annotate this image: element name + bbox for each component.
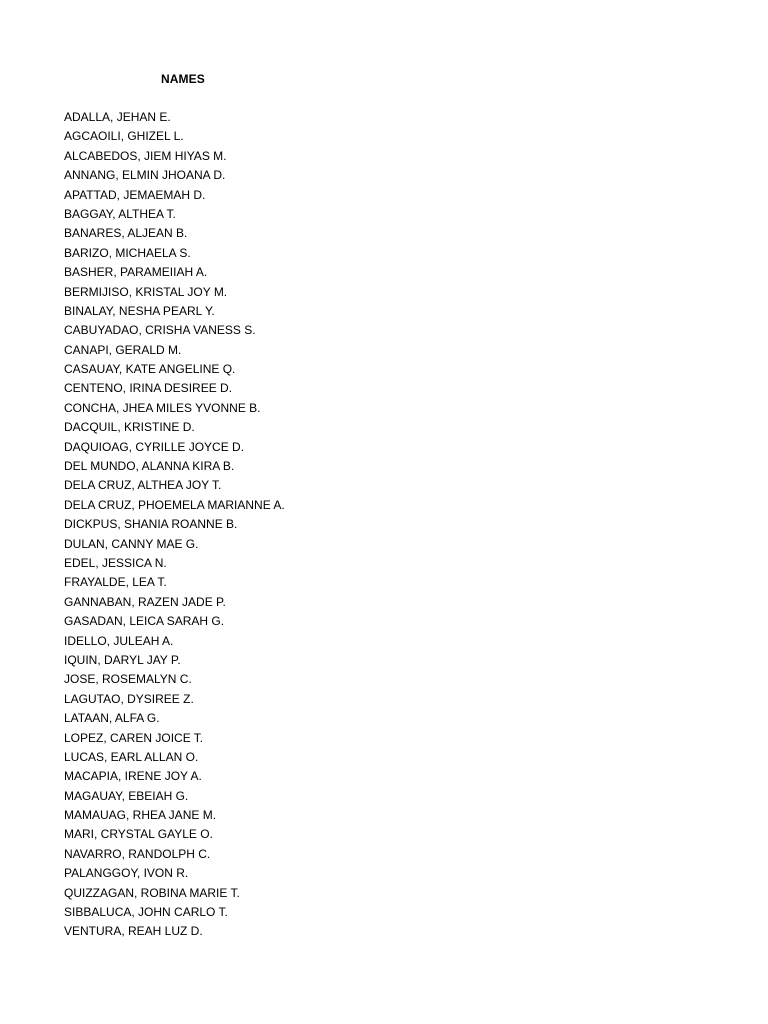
list-item: MARI, CRYSTAL GAYLE O. <box>64 827 213 842</box>
list-item: LOPEZ, CAREN JOICE T. <box>64 730 204 745</box>
list-item: VENTURA, REAH LUZ D. <box>64 924 203 939</box>
list-item: LUCAS, EARL ALLAN O. <box>64 749 199 764</box>
list-item: EDEL, JESSICA N. <box>64 555 167 570</box>
list-item: QUIZZAGAN, ROBINA MARIE T. <box>64 885 240 900</box>
list-item: JOSE, ROSEMALYN C. <box>64 672 192 687</box>
list-item: CABUYADAO, CRISHA VANESS S. <box>64 323 256 338</box>
list-item: IQUIN, DARYL JAY P. <box>64 652 181 667</box>
list-item: CASAUAY, KATE ANGELINE Q. <box>64 362 236 377</box>
list-item: DACQUIL, KRISTINE D. <box>64 420 195 435</box>
page-title: NAMES <box>161 72 205 86</box>
list-item: MAMAUAG, RHEA JANE M. <box>64 808 217 823</box>
list-item: GASADAN, LEICA SARAH G. <box>64 614 225 629</box>
list-item: CONCHA, JHEA MILES YVONNE B. <box>64 400 261 415</box>
list-item: LATAAN, ALFA G. <box>64 711 160 726</box>
list-item: MACAPIA, IRENE JOY A. <box>64 769 202 784</box>
list-item: DULAN, CANNY MAE G. <box>64 536 199 551</box>
list-item: DEL MUNDO, ALANNA KIRA B. <box>64 459 235 474</box>
list-item: DELA CRUZ, PHOEMELA MARIANNE A. <box>64 497 285 512</box>
list-item: ADALLA, JEHAN E. <box>64 110 171 124</box>
list-item: CENTENO, IRINA DESIREE D. <box>64 381 233 396</box>
list-item: CANAPI, GERALD M. <box>64 342 182 357</box>
list-item: BASHER, PARAMEIIAH A. <box>64 265 208 280</box>
list-item: BARIZO, MICHAELA S. <box>64 245 191 260</box>
list-item: FRAYALDE, LEA T. <box>64 575 167 590</box>
list-item: BAGGAY, ALTHEA T. <box>64 206 176 221</box>
list-item: BINALAY, NESHA PEARL Y. <box>64 303 215 318</box>
list-item: LAGUTAO, DYSIREE Z. <box>64 691 194 706</box>
list-item: ALCABEDOS, JIEM HIYAS M. <box>64 148 227 163</box>
list-item: NAVARRO, RANDOLPH C. <box>64 846 211 861</box>
list-item: AGCAOILI, GHIZEL L. <box>64 129 184 144</box>
names-list <box>64 108 285 942</box>
list-item: MAGAUAY, EBEIAH G. <box>64 788 189 803</box>
list-item: ANNANG, ELMIN JHOANA D. <box>64 168 226 183</box>
list-item: SIBBALUCA, JOHN CARLO T. <box>64 905 228 920</box>
list-item: BERMIJISO, KRISTAL JOY M. <box>64 284 228 299</box>
list-item: IDELLO, JULEAH A. <box>64 633 174 648</box>
list-item: DELA CRUZ, ALTHEA JOY T. <box>64 478 222 493</box>
list-item: DAQUIOAG, CYRILLE JOYCE D. <box>64 439 245 454</box>
list-item: APATTAD, JEMAEMAH D. <box>64 187 206 202</box>
list-item: BANARES, ALJEAN B. <box>64 226 188 241</box>
list-item: PALANGGOY, IVON R. <box>64 866 189 881</box>
list-item: GANNABAN, RAZEN JADE P. <box>64 594 226 609</box>
list-item: DICKPUS, SHANIA ROANNE B. <box>64 517 238 532</box>
